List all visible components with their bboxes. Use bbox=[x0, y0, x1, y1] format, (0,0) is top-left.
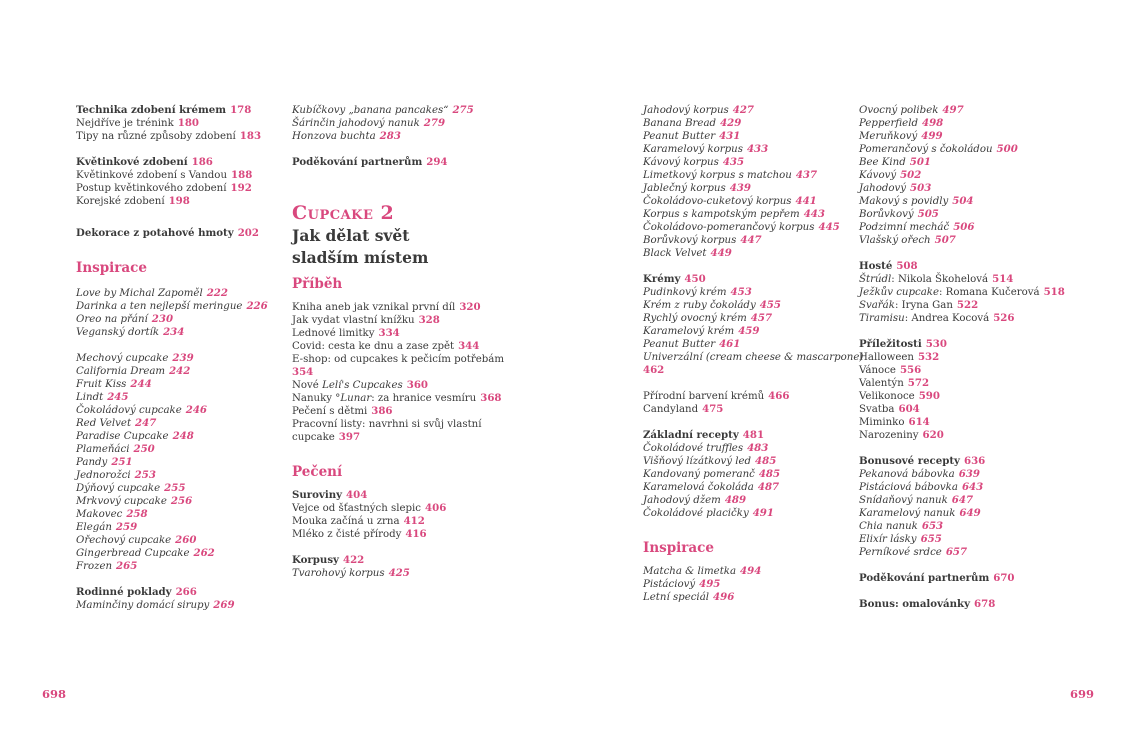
toc-entry[interactable]: Chia nanuk 653 bbox=[859, 520, 944, 532]
toc-entry[interactable]: Jablečný korpus 439 bbox=[643, 182, 751, 194]
toc-entry[interactable]: Svatba 604 bbox=[859, 403, 920, 415]
toc-entry[interactable]: Perníkové srdce 657 bbox=[859, 546, 968, 558]
toc-entry[interactable]: Gingerbread Cupcake 262 bbox=[76, 547, 215, 559]
toc-entry[interactable]: Elixír lásky 655 bbox=[859, 533, 942, 545]
toc-entry[interactable]: Postup květinkového zdobení 192 bbox=[76, 182, 252, 194]
toc-entry[interactable]: Lednové limitky 334 bbox=[292, 327, 400, 339]
toc-entry[interactable]: Ovocný polibek 497 bbox=[859, 104, 964, 116]
toc-entry-page: 354 bbox=[292, 366, 314, 378]
toc-entry[interactable]: Veganský dortík 234 bbox=[76, 326, 185, 338]
toc-entry[interactable]: Karamelový krém 459 bbox=[643, 325, 760, 337]
toc-column-4 bbox=[859, 104, 1065, 611]
toc-entry[interactable]: Matcha & limetka 494 bbox=[643, 565, 762, 577]
toc-entry[interactable]: Pomerančový s čokoládou 500 bbox=[859, 143, 1018, 155]
toc-entry[interactable]: Love by Michal Zapoměl 222 bbox=[76, 287, 228, 299]
toc-entry[interactable]: Dýňový cupcake 255 bbox=[76, 482, 186, 494]
toc-entry[interactable]: Čokoládový cupcake 246 bbox=[76, 404, 208, 416]
toc-column-2 bbox=[292, 104, 506, 580]
toc-entry[interactable]: Jahodový korpus 427 bbox=[643, 104, 755, 116]
toc-entry[interactable]: Darinka a ten nejlepší meringue 226 bbox=[76, 300, 268, 312]
chapter-title: Cupcake 2 bbox=[292, 202, 395, 224]
toc-entry[interactable]: Krémy 450 bbox=[643, 273, 706, 285]
toc-entry[interactable]: Nové Lelí's Cupcakes 360 bbox=[292, 379, 429, 391]
toc-column-3 bbox=[643, 104, 864, 604]
toc-entry[interactable]: Tipy na různé způsoby zdobení 183 bbox=[76, 130, 262, 142]
section-heading-inspirace: Inspirace bbox=[643, 540, 714, 556]
toc-entry[interactable]: Pistáciová bábovka 643 bbox=[859, 481, 984, 493]
toc-entry[interactable]: Borůvkový 505 bbox=[859, 208, 939, 220]
toc-entry[interactable]: Honzova buchta 283 bbox=[292, 130, 401, 142]
toc-entry[interactable]: Meruňkový 499 bbox=[859, 130, 943, 142]
toc-entry[interactable]: Velikonoce 590 bbox=[859, 390, 940, 402]
toc-entry[interactable]: Poděkování partnerům 670 bbox=[859, 572, 1015, 584]
toc-entry[interactable]: Štrúdl: Nikola Škohelová 514 bbox=[859, 273, 1014, 285]
toc-entry[interactable]: Vejce od šťastných slepic 406 bbox=[292, 502, 447, 514]
toc-entry[interactable]: Snídaňový nanuk 647 bbox=[859, 494, 974, 506]
toc-entry[interactable]: Rychlý ovocný krém 457 bbox=[643, 312, 773, 324]
toc-entry[interactable]: Jahodový džem 489 bbox=[643, 494, 747, 506]
page-number-left: 698 bbox=[42, 687, 67, 701]
toc-entry[interactable]: Makový s povidly 504 bbox=[859, 195, 974, 207]
toc-entry[interactable]: Mouka začíná u zrna 412 bbox=[292, 515, 425, 527]
toc-entry[interactable]: Paradise Cupcake 248 bbox=[76, 430, 194, 442]
toc-entry[interactable]: Fruit Kiss 244 bbox=[76, 378, 152, 390]
toc-entry[interactable]: Kniha aneb jak vznikal první díl 320 bbox=[292, 301, 481, 313]
toc-entry[interactable]: Technika zdobení krémem 178 bbox=[76, 104, 252, 116]
toc-column-1 bbox=[76, 104, 282, 612]
toc-entry[interactable]: Čokoládovo-pomerančový korpus 445 bbox=[643, 221, 840, 233]
toc-entry[interactable]: Jak vydat vlastní knížku 328 bbox=[292, 314, 440, 326]
page-number-right: 699 bbox=[1070, 687, 1095, 701]
toc-entry[interactable]: Šárinčin jahodový nanuk 279 bbox=[292, 117, 446, 129]
toc-entry[interactable]: Květinkové zdobení 186 bbox=[76, 156, 213, 168]
toc-entry[interactable]: Karamelový korpus 433 bbox=[643, 143, 769, 155]
toc-entry[interactable]: Bonus: omalovánky 678 bbox=[859, 598, 996, 610]
toc-entry[interactable]: Plameňáci 250 bbox=[76, 443, 155, 455]
toc-entry[interactable]: Makovec 258 bbox=[76, 508, 148, 520]
toc-entry[interactable]: Květinkové zdobení s Vandou 188 bbox=[76, 169, 253, 181]
toc-entry[interactable]: Svařák: Iryna Gan 522 bbox=[859, 299, 979, 311]
toc-entry[interactable]: Dekorace z potahové hmoty 202 bbox=[76, 227, 259, 239]
toc-entry[interactable]: Suroviny 404 bbox=[292, 489, 368, 501]
toc-entry[interactable]: Krém z ruby čokolády 455 bbox=[643, 299, 781, 311]
toc-entry[interactable]: Oreo na přání 230 bbox=[76, 313, 174, 325]
toc-entry[interactable]: Red Velvet 247 bbox=[76, 417, 157, 429]
toc-entry[interactable]: Korpusy 422 bbox=[292, 554, 365, 566]
toc-entry[interactable]: Narozeniny 620 bbox=[859, 429, 944, 441]
toc-entry[interactable]: Nanuky °Lunar: za hranice vesmíru 368 bbox=[292, 392, 502, 404]
toc-entry[interactable]: Příležitosti 530 bbox=[859, 338, 947, 350]
toc-entry[interactable]: Univerzální (cream cheese & mascarpone) bbox=[643, 352, 864, 363]
toc-entry[interactable]: Korpus s kampotským pepřem 443 bbox=[643, 208, 825, 220]
toc-entry[interactable]: Vánoce 556 bbox=[859, 364, 922, 376]
toc-entry[interactable]: Maminčiny domácí sirupy 269 bbox=[76, 599, 235, 611]
toc-entry[interactable]: Mechový cupcake 239 bbox=[76, 352, 194, 364]
toc-entry[interactable]: Mléko z čisté přírody 416 bbox=[292, 528, 427, 540]
toc-entry[interactable]: California Dream 242 bbox=[76, 365, 191, 377]
toc-entry-page: 462 bbox=[643, 364, 665, 376]
toc-entry[interactable]: E-shop: od cupcakes k pečicím potřebám bbox=[292, 354, 505, 365]
toc-entry[interactable]: Ořechový cupcake 260 bbox=[76, 534, 197, 546]
toc-entry[interactable]: Korejské zdobení 198 bbox=[76, 195, 190, 207]
toc-entry[interactable]: Miminko 614 bbox=[859, 416, 930, 428]
toc-entry[interactable]: Tvarohový korpus 425 bbox=[292, 567, 410, 579]
toc-entry[interactable]: Letní speciál 496 bbox=[643, 591, 735, 603]
toc-entry[interactable]: Kávový korpus 435 bbox=[643, 156, 745, 168]
toc-entry[interactable]: Poděkování partnerům 294 bbox=[292, 156, 448, 168]
toc-entry[interactable]: Kubíčkovy „banana pancakes“ 275 bbox=[292, 104, 474, 116]
chapter-subtitle: sladším místem bbox=[292, 248, 429, 267]
toc-entry[interactable]: Čokoládové placičky 491 bbox=[643, 507, 774, 519]
toc-entry[interactable]: Tiramisu: Andrea Kocová 526 bbox=[859, 312, 1015, 324]
toc-entry[interactable]: Karamelový nanuk 649 bbox=[859, 507, 981, 519]
toc-entry[interactable]: Základní recepty 481 bbox=[643, 429, 765, 441]
toc-entry[interactable]: Frozen 265 bbox=[76, 560, 138, 572]
toc-entry[interactable]: Pandy 251 bbox=[76, 456, 133, 468]
toc-entry[interactable]: Nejdříve je trénink 180 bbox=[76, 117, 200, 129]
toc-entry[interactable]: Covid: cesta ke dnu a zase zpět 344 bbox=[292, 340, 480, 352]
toc-entry[interactable]: Halloween 532 bbox=[859, 351, 940, 363]
toc-entry[interactable]: Podzimní mecháč 506 bbox=[859, 221, 975, 233]
toc-entry[interactable]: Přírodní barvení krémů 466 bbox=[643, 390, 790, 402]
section-heading-peceni: Pečení bbox=[292, 464, 343, 480]
toc-entry[interactable]: Mrkvový cupcake 256 bbox=[76, 495, 193, 507]
toc-entry[interactable]: Elegán 259 bbox=[76, 521, 138, 533]
toc-entry[interactable]: Hosté 508 bbox=[859, 260, 918, 272]
toc-entry[interactable]: Rodinné poklady 266 bbox=[76, 586, 197, 598]
toc-entry[interactable]: Limetkový korpus s matchou 437 bbox=[643, 169, 818, 181]
toc-entry[interactable]: Čokoládovo-cuketový korpus 441 bbox=[643, 195, 817, 207]
toc-entry[interactable]: Čokoládové truffles 483 bbox=[643, 442, 769, 454]
toc-entry[interactable]: Jednorožci 253 bbox=[76, 469, 156, 481]
toc-entry[interactable]: Bonusové recepty 636 bbox=[859, 455, 986, 467]
toc-entry[interactable]: Lindt 245 bbox=[76, 391, 129, 403]
toc-entry[interactable]: Peanut Butter 431 bbox=[643, 130, 741, 142]
toc-entry[interactable]: Bee Kind 501 bbox=[859, 156, 931, 168]
toc-entry[interactable]: Banana Bread 429 bbox=[643, 117, 742, 129]
toc-entry[interactable]: Pečení s dětmi 386 bbox=[292, 405, 393, 417]
toc-entry[interactable]: Kandovaný pomeranč 485 bbox=[643, 468, 781, 480]
toc-entry[interactable]: Karamelová čokoláda 487 bbox=[643, 481, 780, 493]
toc-entry[interactable]: Borůvkový korpus 447 bbox=[643, 234, 762, 246]
toc-entry[interactable]: Candyland 475 bbox=[643, 403, 724, 415]
section-heading-inspirace: Inspirace bbox=[76, 260, 147, 276]
toc-entry[interactable]: Pepperfield 498 bbox=[859, 117, 944, 129]
toc-entry[interactable]: Ježkův cupcake: Romana Kučerová 518 bbox=[859, 286, 1065, 298]
toc-entry[interactable]: Jahodový 503 bbox=[859, 182, 932, 194]
toc-entry[interactable]: Pistáciový 495 bbox=[643, 578, 721, 590]
toc-entry[interactable]: Pekanová bábovka 639 bbox=[859, 468, 980, 480]
toc-entry[interactable]: Pracovní listy: navrhni si svůj vlastní cupcake 397 bbox=[292, 419, 482, 443]
toc-entry[interactable]: Pudinkový krém 453 bbox=[643, 286, 752, 298]
toc-entry[interactable]: Kávový 502 bbox=[859, 169, 922, 181]
toc-entry[interactable]: Peanut Butter 461 bbox=[643, 338, 741, 350]
toc-entry[interactable]: Valentýn 572 bbox=[859, 377, 930, 389]
toc-entry[interactable]: Black Velvet 449 bbox=[643, 247, 732, 259]
chapter-subtitle: Jak dělat svět bbox=[292, 226, 410, 245]
section-heading-pribeh: Příběh bbox=[292, 276, 343, 292]
toc-entry[interactable]: Vlašský ořech 507 bbox=[859, 234, 956, 246]
toc-entry[interactable]: Višňový lízátkový led 485 bbox=[643, 455, 777, 467]
